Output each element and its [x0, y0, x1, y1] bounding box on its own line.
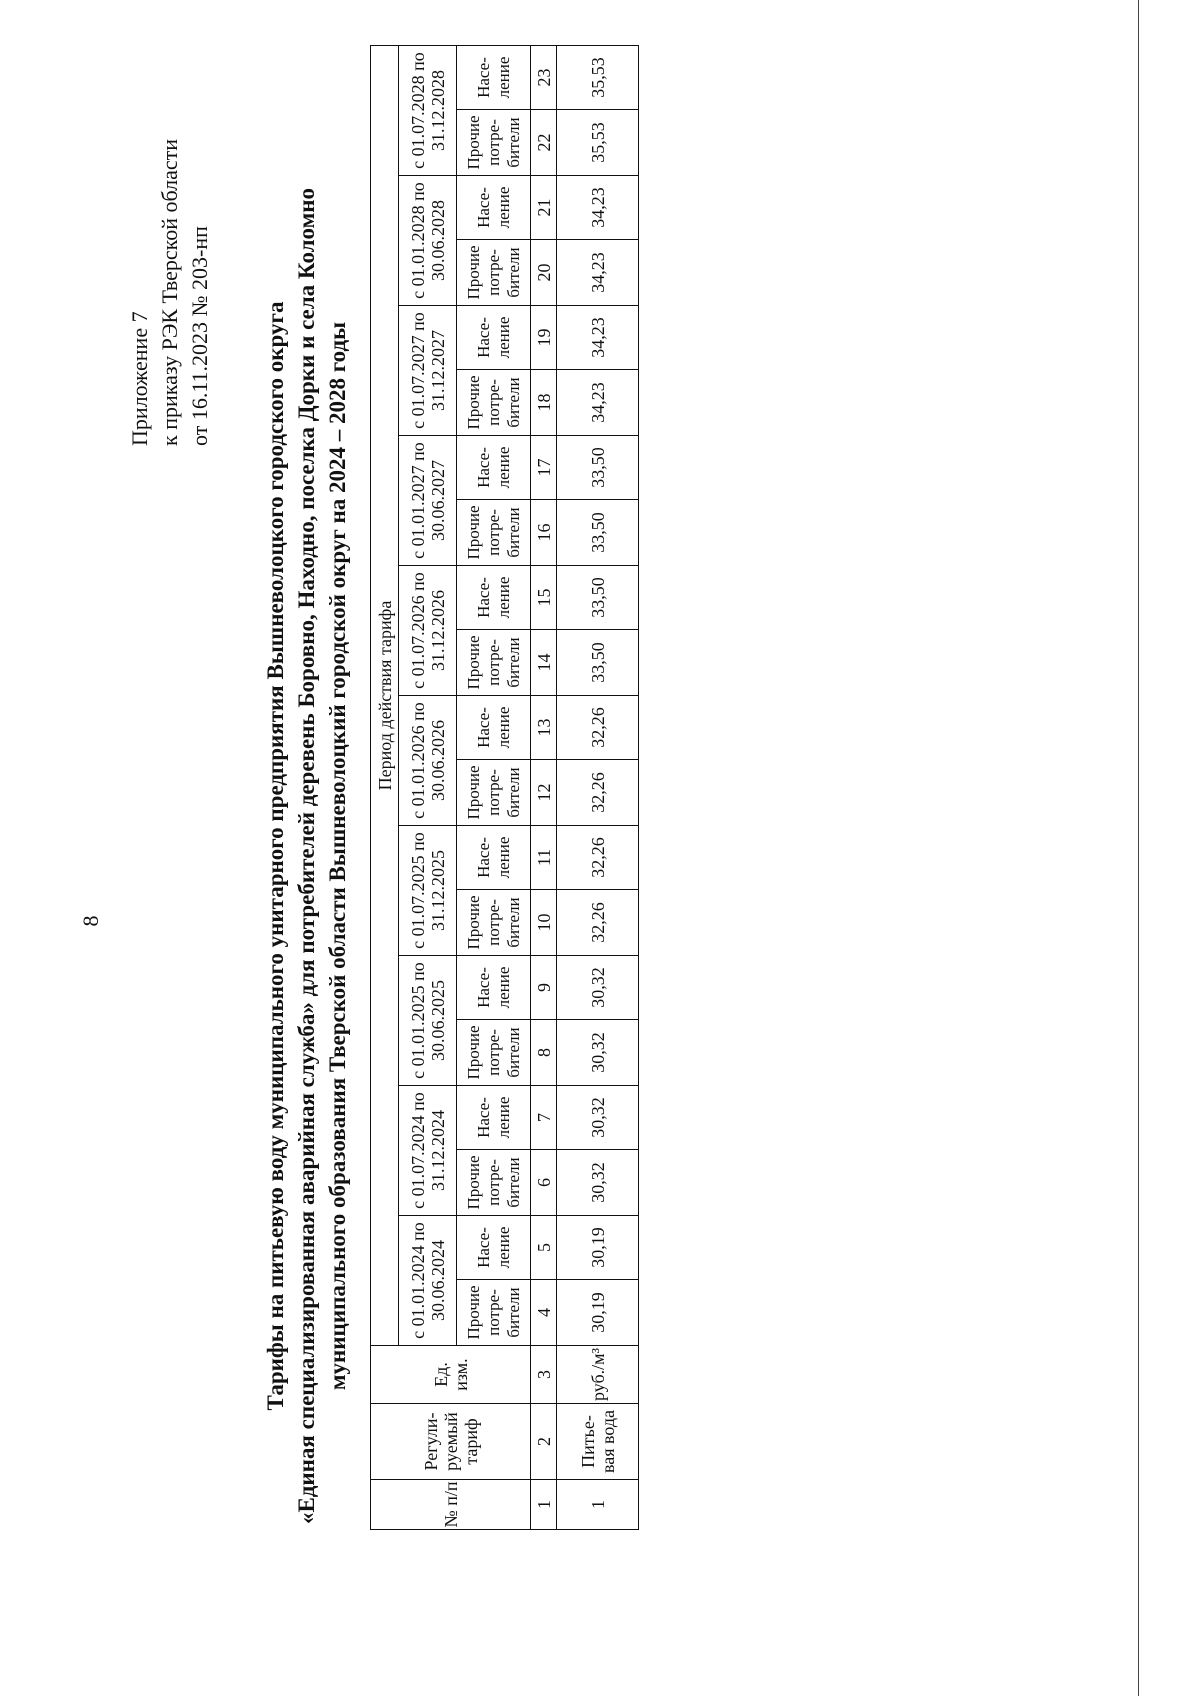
tariff-value: 32,26: [557, 760, 639, 826]
column-number: 9: [531, 956, 557, 1020]
column-number: 6: [531, 1150, 557, 1216]
period-header: с 01.07.2026 по 31.12.2026: [399, 566, 457, 696]
consumer-other-header: Прочие потре-бители: [457, 1150, 531, 1216]
column-number: 3: [531, 1346, 557, 1404]
column-number: 14: [531, 630, 557, 696]
column-number: 11: [531, 826, 557, 890]
column-number: 13: [531, 696, 557, 760]
consumer-population-header: Насе-ление: [457, 176, 531, 240]
tariff-value: 33,50: [557, 500, 639, 566]
column-number: 23: [531, 46, 557, 110]
period-header: с 01.01.2027 по 30.06.2027: [399, 436, 457, 566]
tariff-value: 30,32: [557, 1150, 639, 1216]
consumer-other-header: Прочие потре-бители: [457, 500, 531, 566]
consumer-population-header: Насе-ление: [457, 566, 531, 630]
tariff-value: 30,19: [557, 1216, 639, 1280]
title-line: «Единая специализированная аварийная служба» для потребителей деревень Боровно, Находно, поселка Дорки и села Коломно: [294, 187, 319, 1525]
tariff-value: 30,32: [557, 956, 639, 1020]
consumer-population-header: Насе-ление: [457, 306, 531, 370]
consumer-population-header: Насе-ление: [457, 46, 531, 110]
consumer-other-header: Прочие потре-бители: [457, 370, 531, 436]
appendix-block: [125, 26, 215, 446]
tariff-value: 34,23: [557, 176, 639, 240]
tariff-value: 30,19: [557, 1280, 639, 1346]
tariff-value: 34,23: [557, 370, 639, 436]
tariff-value: 34,23: [557, 240, 639, 306]
column-number: 10: [531, 890, 557, 956]
period-header: с 01.07.2028 по 31.12.2028: [399, 46, 457, 176]
column-number: 21: [531, 176, 557, 240]
document-title: [260, 116, 353, 1596]
row-unit: руб./м³: [557, 1346, 639, 1404]
column-number: 4: [531, 1280, 557, 1346]
consumer-population-header: Насе-ление: [457, 696, 531, 760]
tariff-value: 30,32: [557, 1020, 639, 1086]
table-row: [557, 46, 639, 1530]
column-number: 19: [531, 306, 557, 370]
tariff-value: 35,53: [557, 46, 639, 110]
consumer-other-header: Прочие потре-бители: [457, 630, 531, 696]
row-tariff: Питье-вая вода: [557, 1404, 639, 1480]
bottom-rule: [1138, 0, 1139, 1696]
period-header: с 01.07.2025 по 31.12.2025: [399, 826, 457, 956]
row-number: 1: [557, 1480, 639, 1530]
column-number: 20: [531, 240, 557, 306]
column-number: 16: [531, 500, 557, 566]
consumer-population-header: Насе-ление: [457, 1216, 531, 1280]
consumer-other-header: Прочие потре-бители: [457, 110, 531, 176]
appendix-line: от 16.11.2023 № 203-нп: [187, 226, 212, 446]
consumer-population-header: Насе-ление: [457, 956, 531, 1020]
title-line: муниципального образования Тверской области Вышневолоцкий городской округ на 2024 – 2028 годы: [325, 321, 350, 1391]
page-number: 8: [78, 915, 103, 927]
consumer-other-header: Прочие потре-бители: [457, 1280, 531, 1346]
column-number: 2: [531, 1404, 557, 1480]
consumer-other-header: Прочие потре-бители: [457, 760, 531, 826]
tariff-table: [370, 45, 639, 1530]
period-header: с 01.07.2027 по 31.12.2027: [399, 306, 457, 436]
header-tariff: Регули-руемый тариф: [371, 1404, 531, 1480]
column-number: 22: [531, 110, 557, 176]
column-number: 7: [531, 1086, 557, 1150]
column-number: 12: [531, 760, 557, 826]
column-number: 1: [531, 1480, 557, 1530]
consumer-population-header: Насе-ление: [457, 826, 531, 890]
period-header: с 01.01.2026 по 30.06.2026: [399, 696, 457, 826]
tariff-value: 33,50: [557, 436, 639, 500]
period-header: с 01.01.2025 по 30.06.2025: [399, 956, 457, 1086]
tariff-value: 32,26: [557, 890, 639, 956]
header-period: Период действия тарифа: [371, 46, 399, 1346]
tariff-value: 33,50: [557, 630, 639, 696]
header-no: № п/п: [371, 1480, 531, 1530]
title-line: Тарифы на питьевую воду муниципального унитарного предприятия Вышневолоцкого городского округа: [263, 301, 288, 1411]
tariff-value: 35,53: [557, 110, 639, 176]
period-header: с 01.07.2024 по 31.12.2024: [399, 1086, 457, 1216]
tariff-value: 33,50: [557, 566, 639, 630]
consumer-other-header: Прочие потре-бители: [457, 1020, 531, 1086]
tariff-value: 34,23: [557, 306, 639, 370]
column-number: 17: [531, 436, 557, 500]
header-unit: Ед. изм.: [371, 1346, 531, 1404]
column-number: 8: [531, 1020, 557, 1086]
consumer-population-header: Насе-ление: [457, 1086, 531, 1150]
tariff-value: 32,26: [557, 696, 639, 760]
appendix-line: к приказу РЭК Тверской области: [157, 138, 182, 446]
period-header: с 01.01.2024 по 30.06.2024: [399, 1216, 457, 1346]
tariff-value: 30,32: [557, 1086, 639, 1150]
consumer-other-header: Прочие потре-бители: [457, 890, 531, 956]
consumer-other-header: Прочие потре-бители: [457, 240, 531, 306]
tariff-value: 32,26: [557, 826, 639, 890]
period-header: с 01.01.2028 по 30.06.2028: [399, 176, 457, 306]
column-number: 15: [531, 566, 557, 630]
appendix-line: Приложение 7: [127, 311, 152, 446]
column-number: 18: [531, 370, 557, 436]
column-number: 5: [531, 1216, 557, 1280]
consumer-population-header: Насе-ление: [457, 436, 531, 500]
